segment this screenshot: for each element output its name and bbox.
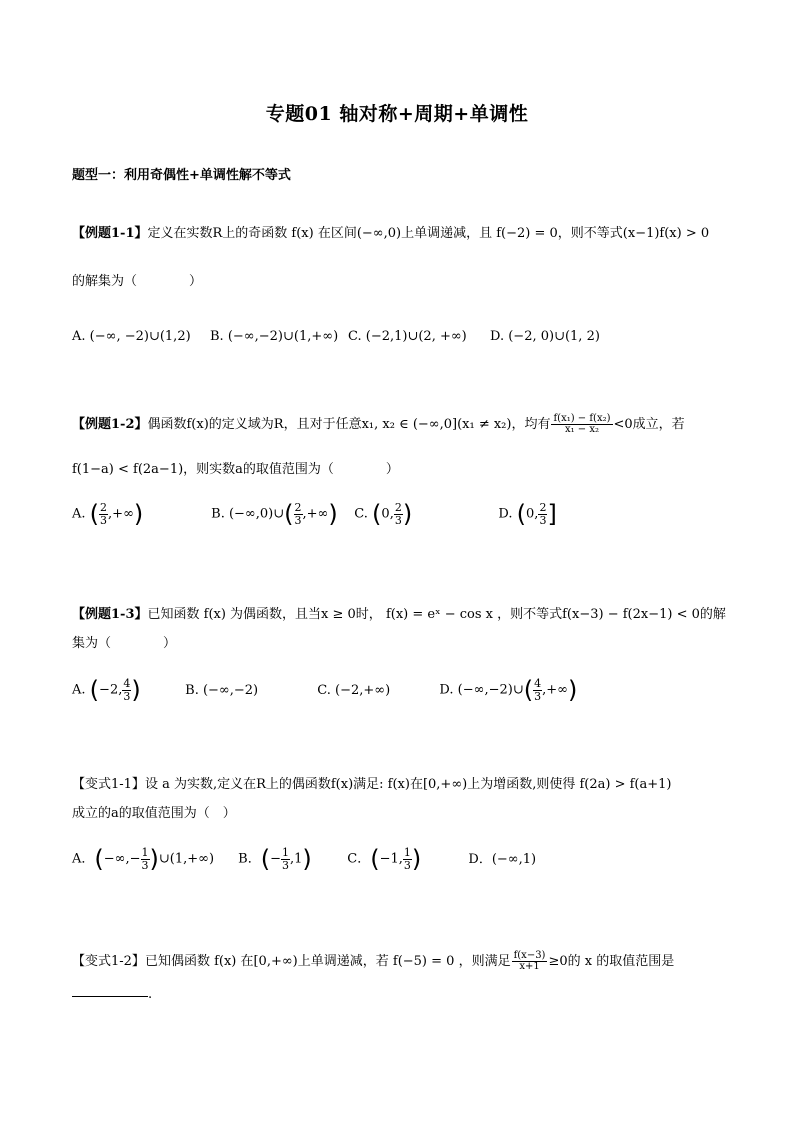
question-label: 【例题1-3】 xyxy=(72,607,148,622)
fraction xyxy=(294,502,303,526)
fraction-numerator: 2 xyxy=(294,500,302,514)
fraction-numerator: 1 xyxy=(141,845,149,859)
option-text: (−∞,0)∪ xyxy=(228,506,285,522)
fraction-numerator: 2 xyxy=(394,500,402,514)
question-1-3-line1 xyxy=(72,603,726,622)
option-label: D. xyxy=(439,682,454,698)
option-label: C. xyxy=(354,506,368,522)
fraction xyxy=(512,951,548,973)
option-text: −∞,− xyxy=(103,851,141,867)
paren: ( xyxy=(89,676,100,704)
bracket: ] xyxy=(547,500,557,528)
paren: ( xyxy=(523,676,534,704)
option-text: (−∞,−2)∪ xyxy=(457,682,524,698)
fraction xyxy=(403,847,412,871)
fraction-denominator: x₁ − x₂ xyxy=(564,424,600,435)
paren: ) xyxy=(567,676,578,704)
option-text: 0, xyxy=(526,506,539,522)
fraction-denominator: 3 xyxy=(281,858,289,872)
option-label: A. xyxy=(72,682,86,698)
option-c: C. (−2,+∞) xyxy=(317,682,391,698)
option-b xyxy=(211,500,350,528)
paren: ( xyxy=(284,500,294,528)
answer-blank xyxy=(72,996,148,997)
option-label: A． xyxy=(72,851,95,867)
question-1-2-line1 xyxy=(72,413,685,436)
paren: ( xyxy=(89,500,100,528)
option-a xyxy=(72,676,181,704)
paren: ) xyxy=(402,500,413,528)
fraction-denominator: 3 xyxy=(403,858,411,872)
paren: ) xyxy=(328,500,338,528)
option-c xyxy=(347,845,464,873)
fraction-denominator: x+1 xyxy=(519,961,540,972)
fraction xyxy=(533,678,542,702)
fraction-numerator: f(x−3) xyxy=(513,949,546,961)
fraction xyxy=(281,847,290,871)
paren: ( xyxy=(94,845,104,873)
question-label: 【变式1-1】 xyxy=(72,777,145,792)
question-text: ≥0的 x 的取值范围是 xyxy=(548,954,675,969)
option-label: B. xyxy=(211,506,225,522)
question-text: 定义在实数R上的奇函数 f(x) 在区间(−∞,0)上单调递减，且 f(−2) = 0，则不等式(x−1)f(x) > 0 xyxy=(147,226,710,241)
fraction-numerator: 4 xyxy=(534,676,542,690)
question-text: 设 a 为实数,定义在R上的偶函数f(x)满足: f(x)在[0,+∞)上为增函数,则使得 f(2a) > f(a+1) xyxy=(144,777,672,792)
option-a xyxy=(72,500,207,528)
question-text: <0成立，若 xyxy=(613,417,685,432)
question-1-1-line1 xyxy=(72,222,709,241)
question-1-3-line2: 集为（ ） xyxy=(72,636,177,651)
option-a: A. (−∞, −2)∪(1,2) xyxy=(72,329,191,344)
option-d: D. (−2, 0)∪(1, 2) xyxy=(490,329,600,344)
variant-1-1-line2: 成立的a的取值范围为（ ） xyxy=(72,806,236,821)
question-1-1-options xyxy=(72,329,600,344)
fraction xyxy=(99,502,108,526)
fraction-denominator: 3 xyxy=(394,513,402,527)
option-b xyxy=(238,845,343,873)
fraction-denominator: 3 xyxy=(539,513,547,527)
paren: ) xyxy=(149,845,159,873)
variant-1-2-line1 xyxy=(72,950,674,973)
fraction-denominator: 3 xyxy=(294,513,302,527)
fraction xyxy=(122,678,131,702)
fraction xyxy=(551,414,612,436)
fraction-denominator: 3 xyxy=(100,513,108,527)
fraction-numerator: f(x₁) − f(x₂) xyxy=(553,412,611,424)
fraction-numerator: 4 xyxy=(123,676,131,690)
fraction-numerator: 2 xyxy=(100,500,108,514)
fraction xyxy=(394,502,403,526)
question-1-3-options xyxy=(72,676,577,704)
question-1-1-line2: 的解集为（ ） xyxy=(72,274,203,289)
option-label: B． xyxy=(238,851,261,867)
option-a xyxy=(72,845,234,873)
question-1-2-options xyxy=(72,500,557,528)
option-c: C. (−2,1)∪(2, +∞) xyxy=(348,329,467,344)
paren: ( xyxy=(370,845,380,873)
option-d: D．(−∞,1) xyxy=(468,851,537,867)
option-b: B. (−∞,−2)∪(1,+∞) xyxy=(210,329,339,344)
question-label: 【例题1-1】 xyxy=(72,226,148,241)
option-d xyxy=(498,500,556,528)
option-text: ,+∞ xyxy=(108,506,134,522)
paren: ( xyxy=(516,500,527,528)
fraction-numerator: 2 xyxy=(539,500,547,514)
option-text: ,1 xyxy=(289,851,303,867)
option-text: ,+∞ xyxy=(542,682,568,698)
fraction xyxy=(141,847,150,871)
fraction-numerator: 1 xyxy=(403,845,411,859)
question-label: 【例题1-2】 xyxy=(72,417,148,432)
paren: ( xyxy=(372,500,382,528)
option-label: C． xyxy=(347,851,371,867)
option-label: D. xyxy=(498,506,513,522)
option-text: 0, xyxy=(381,506,394,522)
fraction-denominator: 3 xyxy=(141,858,149,872)
paren: ) xyxy=(302,845,312,873)
variant-1-1-line1 xyxy=(72,773,672,792)
paren: ( xyxy=(260,845,271,873)
fraction-denominator: 3 xyxy=(534,689,542,703)
fraction-denominator: 3 xyxy=(123,689,131,703)
answer-period: . xyxy=(148,987,153,1002)
option-label: A. xyxy=(72,506,86,522)
option-text: −1, xyxy=(379,851,403,867)
option-text: ∪(1,+∞) xyxy=(158,851,215,867)
option-d xyxy=(439,676,577,704)
fraction-numerator: 1 xyxy=(281,845,289,859)
question-text: 已知函数 f(x) 为偶函数，且当x ≥ 0时， f(x) = eˣ − cos x ，则不等式f(x−3) − f(2x−1) < 0的解 xyxy=(147,607,726,622)
option-text: −2, xyxy=(99,682,123,698)
option-text: ,+∞ xyxy=(302,506,329,522)
question-text: 偶函数f(x)的定义域为R，且对于任意x₁, x₂ ∈ (−∞,0](x₁ ≠ x₂)，均有 xyxy=(147,417,551,432)
option-b: B. (−∞,−2) xyxy=(185,682,259,698)
page-title: 专题01 轴对称+周期+单调性 xyxy=(265,103,529,125)
paren: ) xyxy=(411,845,422,873)
question-text: 已知偶函数 f(x) 在[0,+∞)上单调递减，若 f(−5) = 0 ，则满足 xyxy=(144,954,511,969)
section-heading: 题型一：利用奇偶性+单调性解不等式 xyxy=(72,168,291,183)
paren: ) xyxy=(131,676,141,704)
option-c xyxy=(354,500,494,528)
variant-1-1-options xyxy=(72,845,536,873)
question-1-2-line2: f(1−a) < f(2a−1)，则实数a的取值范围为（ ） xyxy=(72,462,399,477)
question-label: 【变式1-2】 xyxy=(72,954,145,969)
option-text: − xyxy=(270,851,281,867)
paren: ) xyxy=(133,500,144,528)
